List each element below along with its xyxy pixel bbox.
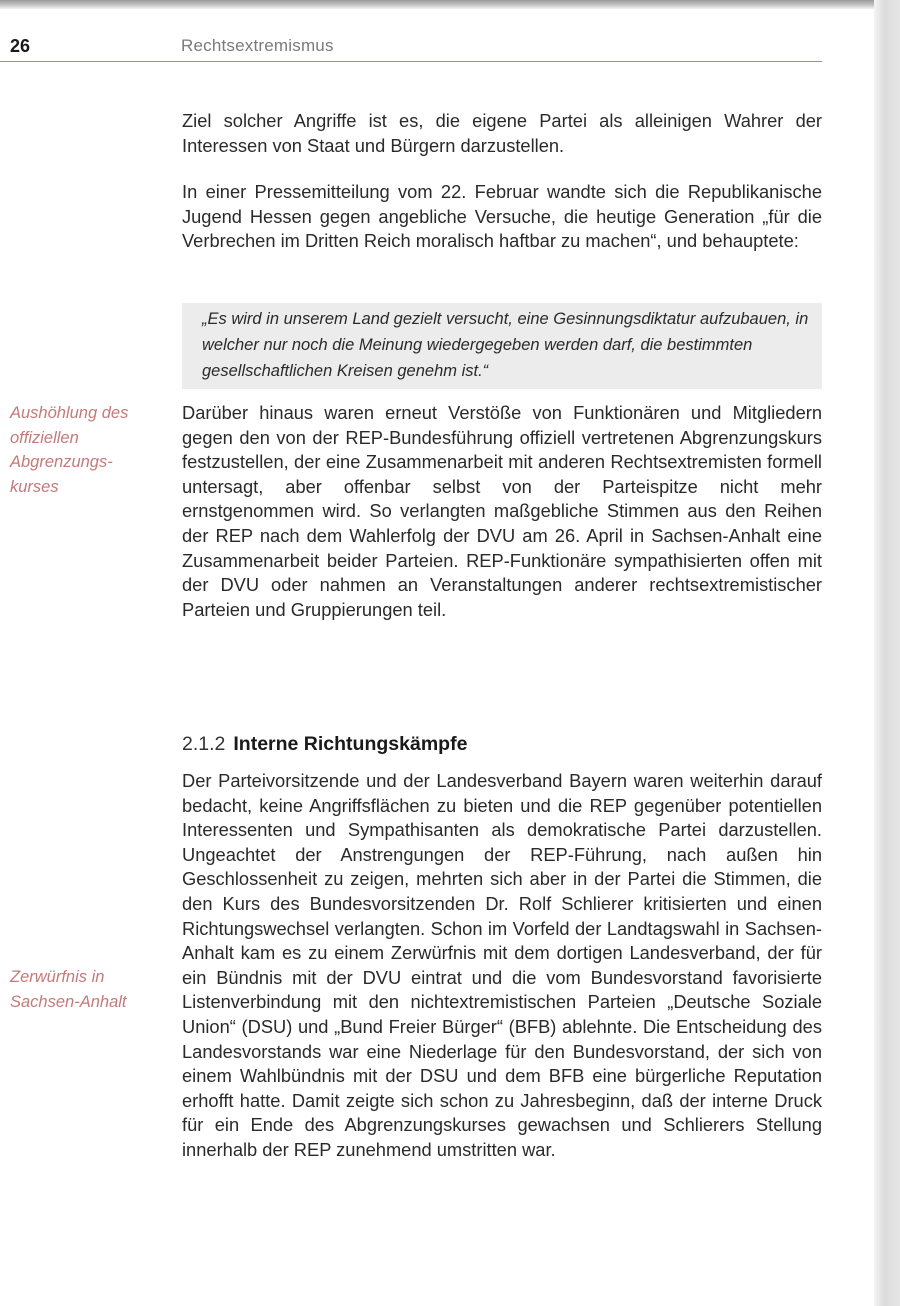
paragraph-4-text: Der Parteivorsitzende und der Landesverband Bayern waren weiterhin darauf bedacht, keine Angriffsflächen zu bieten und die REP gegenüber potentiellen Interessenten und Sympathisanten als demokratische Partei darzustellen. Ungeachtet der Anstrengungen der REP-Führung, nach außen hin Geschlossenheit zu zeigen, mehrten sich aber in der Partei die Stimmen, die den Kurs des Bundesvorsitzenden Dr. Rolf Schlierer kritisierten und einen Richtungswechsel verlangten. Schon im Vorfeld der Landtagswahl in Sachsen-Anhalt kam es zu einem Zerwürfnis mit dem dortigen Landesverband, der für ein Bündnis mit der DVU eintrat und die vom Bundesvorstand favorisierte Listenverbindung mit den nichtextremistischen Parteien „Deutsche Soziale Union“ (DSU) und „Bund Freier Bürger“ (BFB) ablehnte. Die Entscheidung des Landesvorstands war eine Niederlage für den Bundesvorstand, der sich von einem Wahlbündnis mit der DSU und dem BFB eine bürgerliche Reputation erhofft hatte. Damit zeigte sich schon zu Jahresbeginn, daß der interne Druck für ein Ende des Abgrenzungskurses gewachsen und Schlierers Stellung innerhalb der REP zunehmend umstritten war. <box>182 770 822 1160</box>
scan-right-shadow <box>874 0 900 1306</box>
scan-top-shadow <box>0 0 900 9</box>
running-head: Rechtsextremismus <box>181 36 334 55</box>
paragraph-1 <box>182 109 822 158</box>
margin-note-sachsen-anhalt: Zerwürfnis in Sachsen-Anhalt <box>10 968 127 1011</box>
paragraph-2-text: In einer Pressemitteilung vom 22. Februar wandte sich die Republikanische Jugend Hessen gegen angebliche Versuche, die heutige Generation „für die Verbrechen im Dritten Reich moralisch haftbar zu machen“, und behauptete: <box>182 181 822 252</box>
paragraph-2 <box>182 180 822 254</box>
paragraph-4 <box>182 769 822 1163</box>
paragraph-3-text: Darüber hinaus waren erneut Verstöße von Funktionären und Mitgliedern gegen den von der REP-Bundesführung offiziell vertretenen Abgrenzungskurs festzustellen, der eine Zusammenarbeit mit anderen Rechtsextremisten formell untersagt, aber offenbar selbst von der Parteispitze nicht mehr ernstgenommen wird. So verlangten maßgebliche Stimmen aus den Reihen der REP nach dem Wahlerfolg der DVU am 26. April in Sachsen-Anhalt eine Zusammenarbeit beider Parteien. REP-Funktionäre sympathisierten offen mit der DVU oder nahmen an Veranstaltungen anderer rechtsextremistischer Parteien und Gruppierungen teil. <box>182 402 822 620</box>
margin-note-abgrenzung: Aushöhlung des offiziellen Abgrenzungskurses <box>10 404 129 496</box>
section-heading <box>182 733 467 756</box>
header-rule <box>0 61 822 62</box>
paragraph-1-text: Ziel solcher Angriffe ist es, die eigene Partei als alleinigen Wahrer der Interessen von Staat und Bürgern darzustellen. <box>182 110 822 156</box>
page-number: 26 <box>10 36 31 56</box>
blockquote-text: „Es wird in unserem Land gezielt versucht, eine Gesinnungsdiktatur aufzubauen, in welcher nur noch die Meinung wiedergegeben werden darf, die bestimmten gesellschaftlichen Kreisen genehm ist.“ <box>202 310 809 380</box>
paragraph-3 <box>182 401 822 622</box>
section-title: Interne Richtungskämpfe <box>233 733 468 755</box>
section-number: 2.1.2 <box>182 733 226 755</box>
